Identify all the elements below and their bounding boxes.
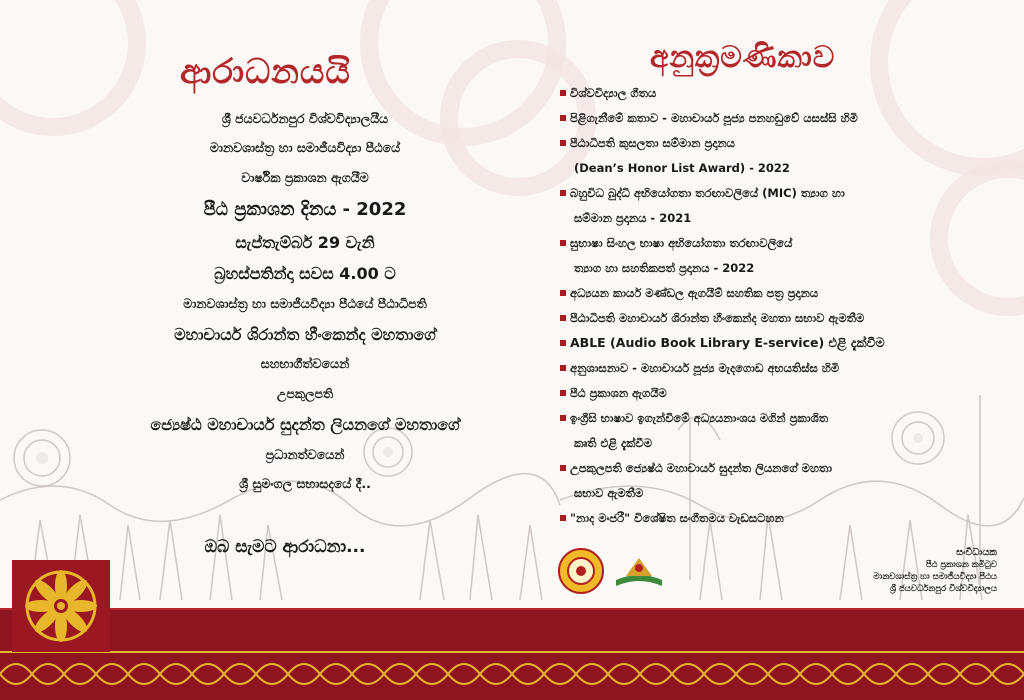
- organizer-line: ශ්‍රී ජයවර්ධනපුර විශ්වවිද්‍යාලය: [889, 584, 997, 594]
- programme-item: පීඨාධිපති මහාචාර්ය ශිරාන්ත හීංකෙන්ද මහතා සභාව ඇමතීම: [560, 311, 960, 325]
- bullet-icon: [560, 415, 566, 421]
- bullet-icon: [560, 190, 566, 196]
- invitation-line: වාර්ෂික ප්‍රකාශන ඇගයීම: [241, 169, 369, 185]
- programme-item: පීඨ ප්‍රකාශන ඇගයීම: [560, 386, 960, 400]
- gold-pattern-border: [0, 648, 1024, 700]
- bullet-icon: [560, 240, 566, 246]
- bullet-icon: [560, 365, 566, 371]
- organizer-line: පීඨ ප්‍රකාශන කමිටුව: [925, 560, 997, 570]
- event-time: බ්‍රහස්පතින්දා සවස 4.00 ට: [214, 264, 396, 284]
- invitation-line: ශ්‍රී ජයවර්ධනපුර විශ්වවිද්‍යාලයීය: [221, 111, 389, 126]
- bullet-icon: [560, 315, 566, 321]
- bullet-icon: [560, 140, 566, 146]
- organizer-heading: සංවිධායක: [956, 547, 997, 558]
- bullet-icon: [560, 340, 566, 346]
- programme-item: විශ්වවිද්‍යාල ගීතය: [560, 86, 960, 100]
- programme-item: උපකුලපති ජ්‍යෙෂ්ඨ මහාචාර්ය සුදන්ත ලියනගේ මහතා සභාව ඇමතීම: [560, 461, 960, 500]
- programme-list: [560, 86, 960, 536]
- invitation-line: මානවශාස්ත්‍ර හා සමාජීයවිද්‍යා පීඨයේ: [209, 140, 401, 156]
- dean-name: මහාචාර්ය ශිරාන්ත හීංකෙන්ද මහතාගේ: [174, 324, 436, 344]
- bullet-icon: [560, 290, 566, 296]
- programme-item: ABLE (Audio Book Library E-service) එළි දැක්වීම: [560, 336, 960, 350]
- faculty-logo-icon: [610, 550, 668, 592]
- event-name: පීඨ ප්‍රකාශන දිනය - 2022: [203, 199, 407, 221]
- university-logo-icon: [558, 548, 604, 594]
- programme-title: අනුක්‍රමණිකාව: [650, 40, 836, 75]
- bullet-icon: [560, 390, 566, 396]
- event-date: සැප්තැම්බර් 29 වැනි: [235, 232, 375, 252]
- bullet-icon: [560, 515, 566, 521]
- closing-line: ඔබ සැමට ආරාධනා...: [204, 537, 366, 557]
- bullet-icon: [560, 115, 566, 121]
- invitation-line: උපකුලපති: [276, 385, 334, 401]
- vice-chancellor-name: ජ්‍යෙෂ්ඨ මහාචාර්ය සුදන්ත ලියනගේ මහතාගේ: [150, 415, 460, 435]
- venue: ශ්‍රී සුමංගල සභාසදයේ දී..: [239, 475, 371, 491]
- gold-medallion: [12, 560, 110, 652]
- invitation-text: [140, 112, 470, 506]
- programme-item: පීඨාධිපති කුසලතා සම්මාන ප්‍රදානය (Dean’s Honor List Award) - 2022: [560, 136, 960, 175]
- organizer-block: [852, 547, 997, 595]
- bullet-icon: [560, 90, 566, 96]
- bullet-icon: [560, 465, 566, 471]
- programme-item: බහුවිධ බුද්ධි අභියෝගතා තරඟාවලියේ (MIC) ත්‍යාග හා සම්මාන ප්‍රදානය - 2021: [560, 186, 960, 225]
- programme-item: ඉංග්‍රීසි භාෂාව ඉගැන්වීමේ අධ්‍යයනාංශය මගින් ප්‍රකාශිත කෘති එළි දැක්වීම: [560, 411, 960, 450]
- programme-item: අනුශාසනාව - මහාචාර්ය පූජ්‍ය මැදගොඩ අභයතිස්ස හිමි: [560, 361, 960, 375]
- invitation-title: ආරාධනයයි: [180, 52, 351, 92]
- programme-item: සුභාෂා සිංහල භාෂා අභියෝගතා තරඟාවලියේ ත්‍යාග හා සහතිකපත් ප්‍රදානය - 2022: [560, 236, 960, 275]
- programme-item: පිළිගැනීමේ කතාව - මහාචාර්ය පූජ්‍ය පනහඩුවේ යසස්සි හිමි: [560, 111, 960, 125]
- programme-item: "නාද මංජරී" විශේෂිත සංගීතමය වැඩසටහන: [560, 511, 960, 525]
- invitation-line: සහභාගීත්වයෙන්: [260, 356, 350, 372]
- organizer-line: මානවශාස්ත්‍ර හා සමාජීයවිද්‍යා පීඨය: [873, 572, 997, 582]
- programme-item: අධ්‍යයන කාර්ය මණ්ඩල ඇගයීම් සහතික පත්‍ර ප්‍රදානය: [560, 286, 960, 300]
- invitation-line: මානවශාස්ත්‍ර හා සමාජීයවිද්‍යා පීඨයේ පීඨාධිපති: [183, 295, 427, 311]
- invitation-line: ප්‍රධානත්වයෙන්: [265, 446, 345, 462]
